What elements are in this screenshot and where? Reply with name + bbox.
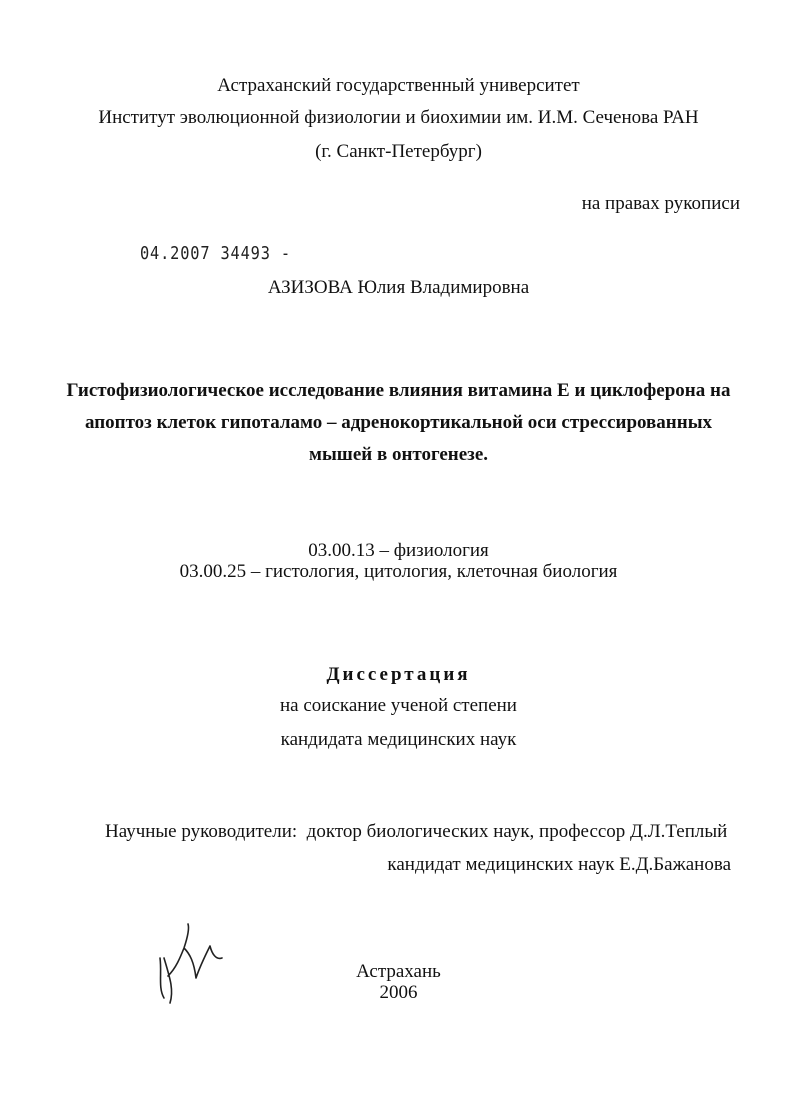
institute-name: Институт эволюционной физиологии и биохимии им. И.М. Сеченова РАН <box>98 107 699 128</box>
thesis-title-line-2: апоптоз клеток гипоталамо – адренокортикальной оси стрессированных <box>84 412 713 433</box>
supervisor-second: кандидат медицинских наук Е.Д.Бажанова <box>387 854 731 875</box>
supervisor-first: доктор биологических наук, профессор Д.Л.Теплый <box>306 821 728 842</box>
specialty-physiology: 03.00.13 – физиология <box>308 540 489 561</box>
library-stamp-number: 04.2007 34493 - <box>140 243 291 264</box>
dissertation-heading: Диссертация <box>326 664 471 685</box>
city-of-publication: Астрахань <box>356 961 441 982</box>
institute-city: (г. Санкт-Петербург) <box>315 141 482 162</box>
author-name: АЗИЗОВА Юлия Владимировна <box>267 277 530 298</box>
degree-purpose: на соискание ученой степени <box>280 695 517 716</box>
supervisors-label: Научные руководители: <box>105 821 298 842</box>
degree-name: кандидата медицинских наук <box>280 729 517 750</box>
year-of-publication: 2006 <box>379 982 418 1003</box>
thesis-title-line-1: Гистофизиологическое исследование влияния витамина Е и циклоферона на <box>66 380 731 401</box>
thesis-title-line-3: мышей в онтогенезе. <box>309 444 488 465</box>
manuscript-rights-note: на правах рукописи <box>581 193 740 214</box>
supervisors-line-1 <box>105 820 727 844</box>
university-name: Астраханский государственный университет <box>217 75 580 96</box>
specialty-histology: 03.00.25 – гистология, цитология, клеточная биология <box>179 561 618 582</box>
